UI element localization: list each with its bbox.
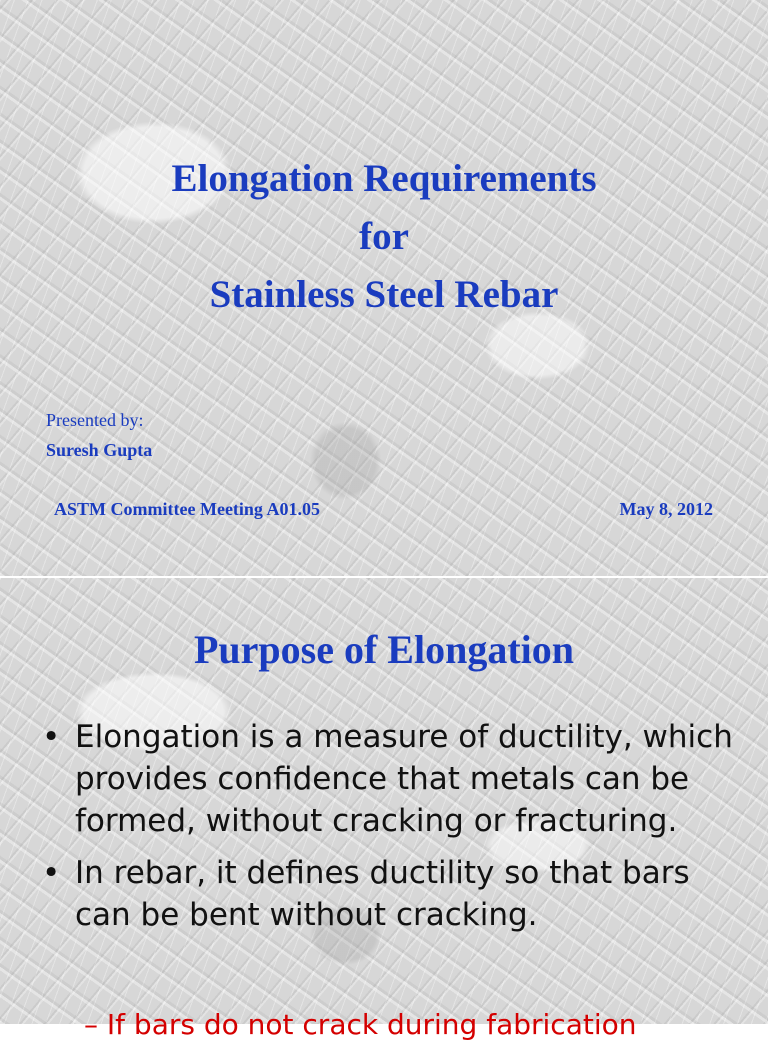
bullet-text: In rebar, it defines ductility so that bars can be bent without cracking. [75,855,690,933]
title-line-1: Elongation Requirements [171,157,597,200]
slide-title-heading [0,150,768,324]
bullet-item [42,852,742,936]
bullet-dot-icon: • [42,855,61,891]
bullet-dot-icon: • [42,719,61,755]
bullet-item [42,716,742,842]
presented-by-label: Presented by: [46,410,144,430]
title-line-2: for [359,215,409,258]
title-line-3: Stainless Steel Rebar [209,273,559,316]
slide-purpose [0,578,768,1041]
bullet-list [42,716,742,946]
bullet-text: Elongation is a measure of ductility, which provides confidence that metals can be formed, without cracking or fracturing. [75,719,733,839]
sub-bullet: – If bars do not crack during fabrication [84,1008,637,1041]
meeting-date: May 8, 2012 [619,499,713,519]
meeting-name: ASTM Committee Meeting A01.05 [54,499,320,519]
slide-purpose-heading: Purpose of Elongation [193,627,575,672]
presenter-name: Suresh Gupta [46,440,153,460]
